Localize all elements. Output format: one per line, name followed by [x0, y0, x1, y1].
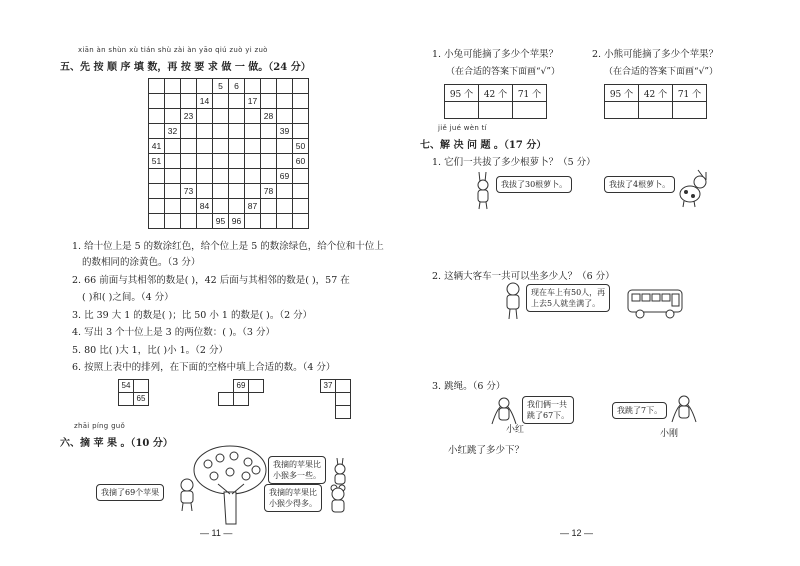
grid-cell-blank[interactable] — [229, 169, 245, 184]
grid-cell-blank[interactable] — [293, 214, 309, 229]
bubble-dog: 我拔了4根萝卜。 — [604, 176, 675, 193]
grid-cell-blank[interactable] — [181, 169, 197, 184]
answer-cell[interactable] — [445, 102, 479, 119]
q6-text: 6. 按照上表中的排列，在下面的空格中填上合适的数。（4 分） — [72, 362, 336, 373]
bubble-less-line2: 小猴少得多。 — [269, 499, 317, 508]
choice-cell: 42 个 — [479, 85, 513, 102]
grid-cell-blank[interactable] — [245, 79, 261, 94]
grid-row — [149, 139, 309, 154]
grid-cell-blank[interactable] — [165, 139, 181, 154]
grid-cell-blank[interactable] — [277, 94, 293, 109]
grid-cell-blank[interactable] — [165, 154, 181, 169]
sec6-pinyin: zhāi píng guǒ — [74, 422, 126, 430]
grid-cell-blank[interactable] — [293, 79, 309, 94]
name-xiaogang: 小刚 — [660, 429, 679, 439]
q4-text: 4. 写出 3 个十位上是 3 的两位数：( )。（3 分） — [72, 327, 275, 338]
grid-cell-number: 87 — [245, 199, 261, 214]
grid-row — [149, 199, 309, 214]
grid-cell-blank[interactable] — [197, 79, 213, 94]
choice-cell: 42 个 — [639, 85, 673, 102]
sec7-title: 七、解 决 问 题 。（17 分） — [420, 140, 547, 151]
grid-cell-blank[interactable] — [213, 94, 229, 109]
grid-cell-blank[interactable] — [181, 124, 197, 139]
mini-puzzle-3[interactable] — [320, 379, 351, 419]
grid-cell-blank[interactable] — [181, 154, 197, 169]
grid-cell-blank[interactable] — [293, 109, 309, 124]
grid-cell-blank[interactable] — [181, 214, 197, 229]
mini2-cell: 69 — [234, 380, 249, 393]
grid-cell-blank[interactable] — [261, 139, 277, 154]
r-q1: 1. 小兔可能摘了多少个苹果？ — [432, 49, 559, 60]
grid-cell-blank[interactable] — [197, 184, 213, 199]
bubble-xiaogang: 我跳了7下。 — [612, 402, 667, 419]
bubble-bus-line2: 上去5人就坐满了。 — [531, 299, 601, 308]
apple-tree-illustration — [190, 444, 270, 526]
grid-cell-blank[interactable] — [245, 169, 261, 184]
mini2-blank[interactable] — [234, 393, 249, 406]
p2-text: 2. 这辆大客车一共可以坐多少人？（6 分） — [432, 271, 615, 282]
bubble-more-line2: 小猴多一些。 — [273, 471, 321, 480]
grid-cell-blank[interactable] — [261, 214, 277, 229]
grid-cell-blank[interactable] — [213, 124, 229, 139]
grid-cell-blank[interactable] — [197, 214, 213, 229]
choice-cell: 71 个 — [513, 85, 547, 102]
sec7-pinyin: jiě jué wèn tí — [438, 124, 487, 132]
bubble-rabbit: 我拔了30根萝卜。 — [496, 176, 572, 193]
bear-figure — [326, 484, 350, 516]
grid-cell-number: 78 — [261, 184, 277, 199]
grid-cell-blank[interactable] — [245, 109, 261, 124]
answer-cell[interactable] — [673, 102, 707, 119]
p3-text: 3. 跳绳。（6 分） — [432, 381, 506, 392]
grid-cell-blank[interactable] — [277, 184, 293, 199]
name-xiaohong: 小红 — [506, 425, 525, 435]
grid-cell-blank[interactable] — [165, 199, 181, 214]
grid-cell-number: 96 — [229, 214, 245, 229]
grid-cell-blank[interactable] — [261, 124, 277, 139]
answer-cell[interactable] — [513, 102, 547, 119]
q1-line-a: 1. 给十位上是 5 的数涂红色，给个位上是 5 的数涂绿色，给个位和十位上 — [72, 241, 384, 252]
bubble-xiaohong-line1: 我们俩一共 — [527, 400, 567, 409]
grid-row — [149, 154, 309, 169]
sec5-pinyin: xiān àn shùn xù tián shù zài àn yāo qiú zuò yi zuò — [78, 46, 268, 54]
rabbit-figure-2 — [472, 170, 494, 210]
grid-row — [149, 169, 309, 184]
grid-cell-blank[interactable] — [165, 214, 181, 229]
grid-cell-blank[interactable] — [197, 169, 213, 184]
grid-cell-number: 39 — [277, 124, 293, 139]
mini3-blank[interactable] — [336, 393, 351, 406]
q3-text: 3. 比 39 大 1 的数是( )；比 50 小 1 的数是( )。（2 分） — [72, 310, 313, 321]
grid-cell-blank[interactable] — [165, 94, 181, 109]
grid-cell-blank[interactable] — [197, 124, 213, 139]
mini2-blank[interactable] — [249, 380, 264, 393]
grid-cell-blank[interactable] — [165, 169, 181, 184]
r-hint2: （在合适的答案下面画“√”） — [604, 67, 718, 77]
grid-cell-blank[interactable] — [277, 79, 293, 94]
grid-cell-blank[interactable] — [213, 109, 229, 124]
grid-cell-blank[interactable] — [181, 199, 197, 214]
grid-row — [149, 124, 309, 139]
bubble-less-line1: 我摘的苹果比 — [269, 488, 317, 497]
mini-puzzle-2[interactable] — [218, 379, 264, 406]
grid-cell-blank[interactable] — [213, 169, 229, 184]
grid-cell-blank[interactable] — [229, 154, 245, 169]
choice-cell: 71 个 — [673, 85, 707, 102]
grid-cell-blank[interactable] — [229, 124, 245, 139]
bus-illustration — [626, 288, 684, 320]
grid-row — [149, 79, 309, 94]
grid-cell-blank[interactable] — [245, 139, 261, 154]
grid-row — [149, 184, 309, 199]
grid-cell-blank[interactable] — [229, 199, 245, 214]
grid-cell-blank[interactable] — [229, 184, 245, 199]
grid-cell-number: 28 — [261, 109, 277, 124]
grid-cell-blank[interactable] — [261, 94, 277, 109]
grid-cell-blank[interactable] — [277, 199, 293, 214]
bubble-xiaohong — [522, 396, 574, 424]
r-q2: 2. 小熊可能摘了多少个苹果？ — [592, 49, 719, 60]
grid-row — [149, 214, 309, 229]
grid-cell-blank[interactable] — [293, 169, 309, 184]
mini-puzzle-1[interactable] — [118, 379, 149, 406]
grid-cell-blank[interactable] — [149, 184, 165, 199]
bubble-xiaohong-line2: 跳了67下。 — [527, 411, 570, 420]
grid-cell-blank[interactable] — [213, 139, 229, 154]
grid-cell-blank[interactable] — [229, 139, 245, 154]
number-grid[interactable] — [148, 78, 309, 229]
grid-cell-blank[interactable] — [197, 154, 213, 169]
grid-cell-blank[interactable] — [165, 184, 181, 199]
grid-cell-blank[interactable] — [149, 124, 165, 139]
grid-cell-blank[interactable] — [181, 139, 197, 154]
grid-cell-number: 51 — [149, 154, 165, 169]
bubble-bus-line1: 现在车上有50人，再 — [531, 288, 606, 297]
grid-cell-number: 32 — [165, 124, 181, 139]
grid-cell-number: 50 — [293, 139, 309, 154]
bubble-bus — [526, 284, 610, 312]
bubble-69: 我摘了69个苹果 — [96, 484, 164, 501]
grid-cell-blank[interactable] — [229, 109, 245, 124]
grid-cell-blank[interactable] — [277, 139, 293, 154]
page-number-left: — 11 — — [200, 528, 233, 538]
r-hint1: （在合适的答案下面画“√”） — [446, 67, 560, 77]
grid-row — [149, 94, 309, 109]
sec6-title: 六、摘 苹 果 。（10 分） — [60, 438, 173, 449]
grid-cell-number: 6 — [229, 79, 245, 94]
grid-cell-blank[interactable] — [261, 154, 277, 169]
choices-table-rabbit[interactable] — [444, 84, 547, 119]
mini3-blank[interactable] — [336, 380, 351, 393]
driver-figure — [502, 282, 524, 320]
q2-line-b: ( )和( )之间。（4 分） — [82, 292, 174, 303]
grid-cell-number: 17 — [245, 94, 261, 109]
mini1-blank[interactable] — [134, 380, 149, 393]
grid-cell-blank[interactable] — [245, 154, 261, 169]
grid-cell-blank[interactable] — [149, 169, 165, 184]
mini1-cell: 65 — [134, 393, 149, 406]
grid-cell-blank[interactable] — [149, 214, 165, 229]
sec5-title: 五、先 按 顺 序 填 数，再 按 要 求 做 一 做。（24 分） — [60, 62, 311, 73]
grid-cell-blank[interactable] — [293, 124, 309, 139]
mini2-blank[interactable] — [219, 393, 234, 406]
grid-cell-blank[interactable] — [293, 94, 309, 109]
grid-cell-blank[interactable] — [149, 199, 165, 214]
dog-figure — [676, 168, 710, 208]
grid-cell-blank[interactable] — [165, 79, 181, 94]
grid-cell-blank[interactable] — [261, 79, 277, 94]
grid-cell-blank[interactable] — [149, 94, 165, 109]
grid-cell-number: 95 — [213, 214, 229, 229]
answer-cell[interactable] — [605, 102, 639, 119]
bubble-more-line1: 我摘的苹果比 — [273, 460, 321, 469]
grid-cell-number: 23 — [181, 109, 197, 124]
grid-cell-number: 84 — [197, 199, 213, 214]
grid-cell-blank[interactable] — [165, 109, 181, 124]
answer-cell[interactable] — [639, 102, 673, 119]
grid-row — [149, 109, 309, 124]
grid-cell-blank[interactable] — [197, 109, 213, 124]
grid-cell-blank[interactable] — [261, 199, 277, 214]
mini3-blank[interactable] — [336, 406, 351, 419]
grid-cell-number: 73 — [181, 184, 197, 199]
q2-line-a: 2. 66 前面与其相邻的数是( )，42 后面与其相邻的数是( )，57 在 — [72, 275, 350, 286]
grid-cell-blank[interactable] — [277, 109, 293, 124]
q1-line-b: 的数相同的涂黄色。（3 分） — [82, 257, 201, 268]
mini1-blank[interactable] — [119, 393, 134, 406]
grid-cell-blank[interactable] — [293, 199, 309, 214]
grid-cell-number: 69 — [277, 169, 293, 184]
grid-cell-blank[interactable] — [293, 184, 309, 199]
grid-cell-blank[interactable] — [213, 154, 229, 169]
p3-question: 小红跳了多少下？ — [448, 445, 525, 456]
bubble-more — [268, 456, 326, 484]
grid-cell-blank[interactable] — [245, 184, 261, 199]
grid-cell-number: 14 — [197, 94, 213, 109]
xiaogang-figure — [670, 392, 698, 426]
grid-cell-blank[interactable] — [181, 94, 197, 109]
grid-cell-blank[interactable] — [149, 109, 165, 124]
mini1-cell: 54 — [119, 380, 134, 393]
choices-table-bear[interactable] — [604, 84, 707, 119]
choice-cell: 95 个 — [445, 85, 479, 102]
page-number-right: — 12 — — [560, 528, 594, 538]
grid-cell-blank[interactable] — [181, 79, 197, 94]
grid-cell-blank[interactable] — [245, 214, 261, 229]
grid-cell-blank[interactable] — [229, 94, 245, 109]
grid-cell-blank[interactable] — [261, 169, 277, 184]
monkey-figure — [176, 478, 198, 512]
grid-cell-number: 5 — [213, 79, 229, 94]
choice-cell: 95 个 — [605, 85, 639, 102]
p1-text: 1. 它们一共拔了多少根萝卜？（5 分） — [432, 157, 596, 168]
grid-cell-blank[interactable] — [277, 154, 293, 169]
grid-cell-blank[interactable] — [245, 124, 261, 139]
grid-cell-blank[interactable] — [213, 184, 229, 199]
grid-cell-blank[interactable] — [277, 214, 293, 229]
grid-cell-number: 41 — [149, 139, 165, 154]
grid-cell-blank[interactable] — [149, 79, 165, 94]
q5-text: 5. 80 比( )大 1，比( )小 1。（2 分） — [72, 345, 228, 356]
grid-cell-blank[interactable] — [213, 199, 229, 214]
grid-cell-number: 60 — [293, 154, 309, 169]
answer-cell[interactable] — [479, 102, 513, 119]
bubble-less — [264, 484, 322, 512]
grid-cell-blank[interactable] — [197, 139, 213, 154]
mini3-cell: 37 — [321, 380, 336, 393]
